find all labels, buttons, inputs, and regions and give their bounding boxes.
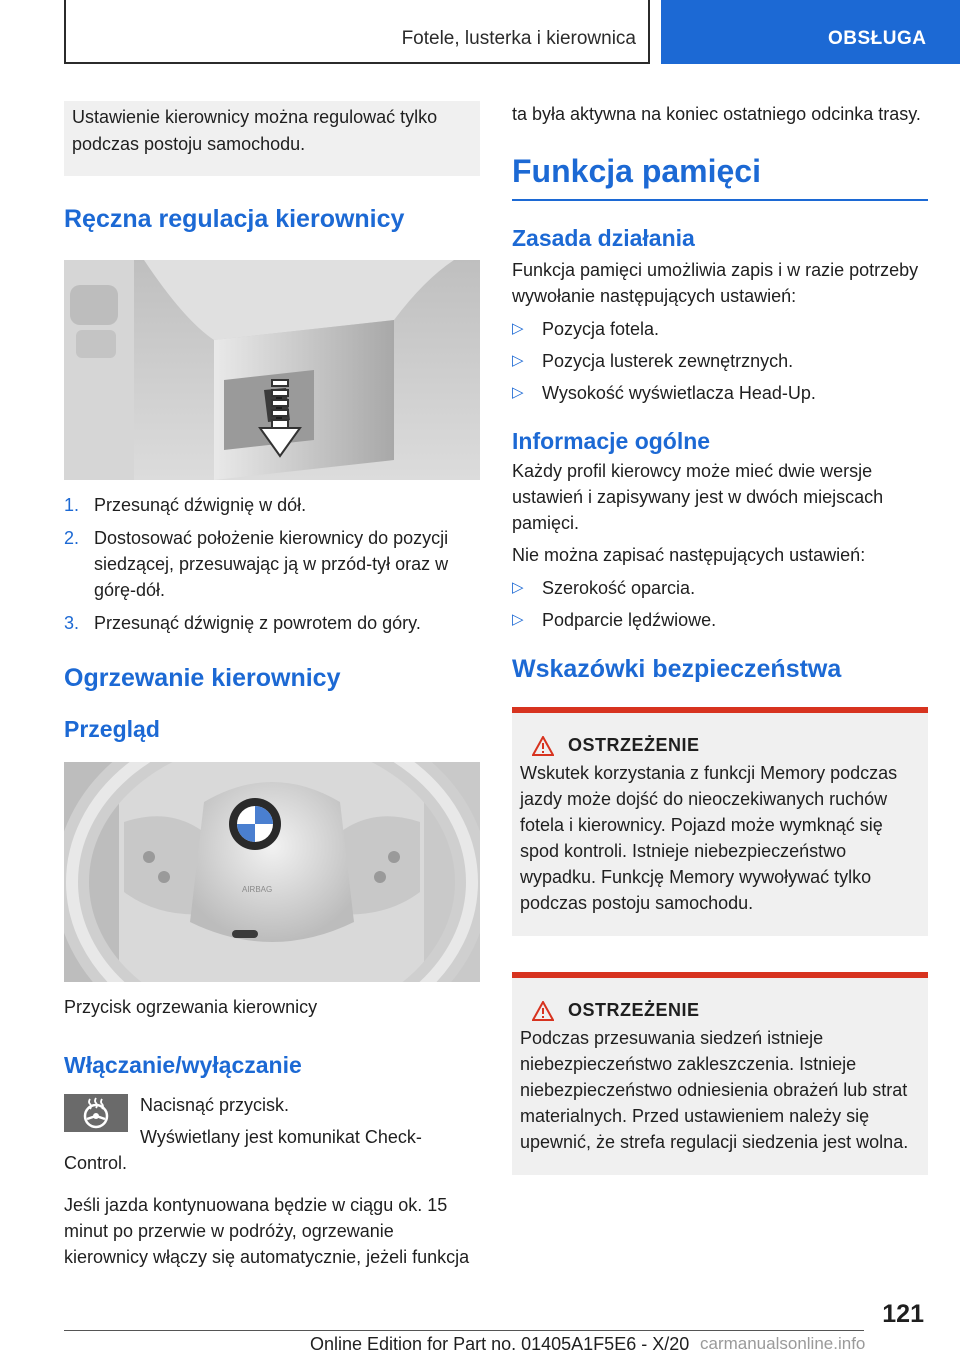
heading-manual-adjustment: Ręczna regulacja kierownicy	[64, 205, 405, 233]
list-item: ▷ Szerokość oparcia.	[512, 575, 928, 601]
list-item	[64, 492, 480, 518]
list-item: ▷ Podparcie lędźwiowe.	[512, 607, 928, 633]
heading-safety: Wskazówki bezpieczeństwa	[512, 655, 842, 683]
heading-general-info: Informacje ogólne	[512, 428, 711, 454]
step-number: 3.	[64, 613, 80, 633]
heading-memory-function: Funkcja pamięci	[512, 153, 761, 189]
watermark: carmanualsonline.info	[700, 1334, 866, 1353]
steering-heating-icon	[79, 1097, 113, 1129]
step-number: 1.	[64, 495, 80, 515]
steering-heating-button[interactable]	[64, 1094, 128, 1132]
header-rule-bottom	[64, 62, 650, 64]
step-text: Przesunąć dźwignię w dół.	[94, 495, 307, 515]
warning-title: OSTRZEŻENIE	[568, 1000, 700, 1020]
list-item	[64, 610, 480, 636]
heading-principle: Zasada działania	[512, 225, 695, 251]
heading-on-off: Włączanie/wyłączanie	[64, 1052, 302, 1078]
header-rule-left	[64, 0, 66, 64]
triangle-bullet-icon: ▷	[512, 352, 524, 369]
page-number: 121	[882, 1300, 924, 1328]
warning-title: OSTRZEŻENIE	[568, 735, 700, 755]
triangle-bullet-icon: ▷	[512, 611, 524, 628]
triangle-bullet-icon: ▷	[512, 384, 524, 401]
warning-box	[512, 972, 928, 1175]
edition-text: Online Edition for Part no. 01405A1F5E6 - X/20	[310, 1334, 690, 1354]
left-column	[64, 101, 480, 1270]
list-item: ▷ Pozycja fotela.	[512, 316, 928, 342]
header-rule-right	[648, 0, 650, 64]
right-column	[512, 101, 928, 1175]
heading-steering-heating: Ogrzewanie kierownicy	[64, 664, 341, 692]
steering-lever-illustration	[64, 260, 480, 480]
steering-wheel-illustration	[64, 762, 480, 982]
warning-text: Wskutek korzystania z funkcji Memory podczas jazdy może dojść do nieoczekiwanych ruchów fotela i kierownicy. Pojazd może wymknąć się spod kontroli. Istnieje niebezpieczeństwo wypadku. Funkcję Memory wywoływać tylko podczas postoju samochodu.	[520, 763, 898, 913]
footer-rule	[64, 1330, 864, 1331]
cannot-save-list	[512, 575, 928, 633]
heading-rule	[512, 199, 928, 201]
cannot-save-text: Nie można zapisać następujących ustawień:	[512, 545, 866, 565]
list-item: ▷ Wysokość wyświetlacza Head-Up.	[512, 380, 928, 406]
press-instruction: Nacisnąć przycisk.	[140, 1095, 290, 1115]
list-item: ▷ Pozycja lusterek zewnętrznych.	[512, 348, 928, 374]
step-number: 2.	[64, 528, 80, 548]
step-text: Przesunąć dźwignię z powrotem do góry.	[94, 613, 421, 633]
figure-caption: Przycisk ogrzewania kierownicy	[64, 997, 318, 1017]
triangle-bullet-icon: ▷	[512, 579, 524, 596]
warning-icon	[532, 1001, 554, 1021]
airbag-label: AIRBAG	[242, 885, 273, 894]
heading-overview: Przegląd	[64, 716, 160, 742]
section-title: Fotele, lusterka i kierownica	[401, 28, 636, 49]
note-box	[64, 101, 480, 176]
on-off-block	[64, 1092, 480, 1176]
adjustment-steps	[64, 492, 480, 636]
warning-header	[520, 1000, 920, 1021]
chapter-tab[interactable]	[661, 0, 960, 64]
warning-icon	[532, 736, 554, 756]
warning-header	[520, 735, 920, 756]
step-text: Dostosować położenie kierownicy do pozycji siedzącej, przesuwając ją w przód-tył oraz w górę-dół.	[94, 528, 449, 600]
principle-list	[512, 316, 928, 406]
list-item	[64, 525, 480, 603]
message-text: Wyświetlany jest komunikat Check-Control.	[64, 1127, 422, 1173]
warning-text: Podczas przesuwania siedzeń istnieje niebezpieczeństwo zakleszczenia. Istnieje niebezpieczeństwo odniesienia obrażeń lub strat materialnych. Przed ustawieniem należy się upewnić, że strefa regulacji siedzenia jest wolna.	[520, 1028, 909, 1152]
steering-wheel-image	[64, 762, 480, 982]
general-text: Każdy profil kierowcy może mieć dwie wersje ustawień i zapisywany jest w dwóch miejscach pamięci.	[512, 461, 884, 533]
steering-lever-image	[64, 260, 480, 480]
principle-text: Funkcja pamięci umożliwia zapis i w razie potrzeby wywołanie następujących ustawień:	[512, 260, 919, 306]
continued-text: ta była aktywna na koniec ostatniego odcinka trasy.	[512, 104, 921, 124]
chapter-tab-label: OBSŁUGA	[828, 28, 927, 49]
auto-on-text: Jeśli jazda kontynuowana będzie w ciągu ok. 15 minut po przerwie w podróży, ogrzewanie kierownicy włączy się automatycznie, jeżeli funkcja	[64, 1195, 470, 1267]
triangle-bullet-icon: ▷	[512, 320, 524, 337]
note-text: Ustawienie kierownicy można regulować tylko podczas postoju samochodu.	[72, 107, 438, 154]
warning-box	[512, 707, 928, 936]
